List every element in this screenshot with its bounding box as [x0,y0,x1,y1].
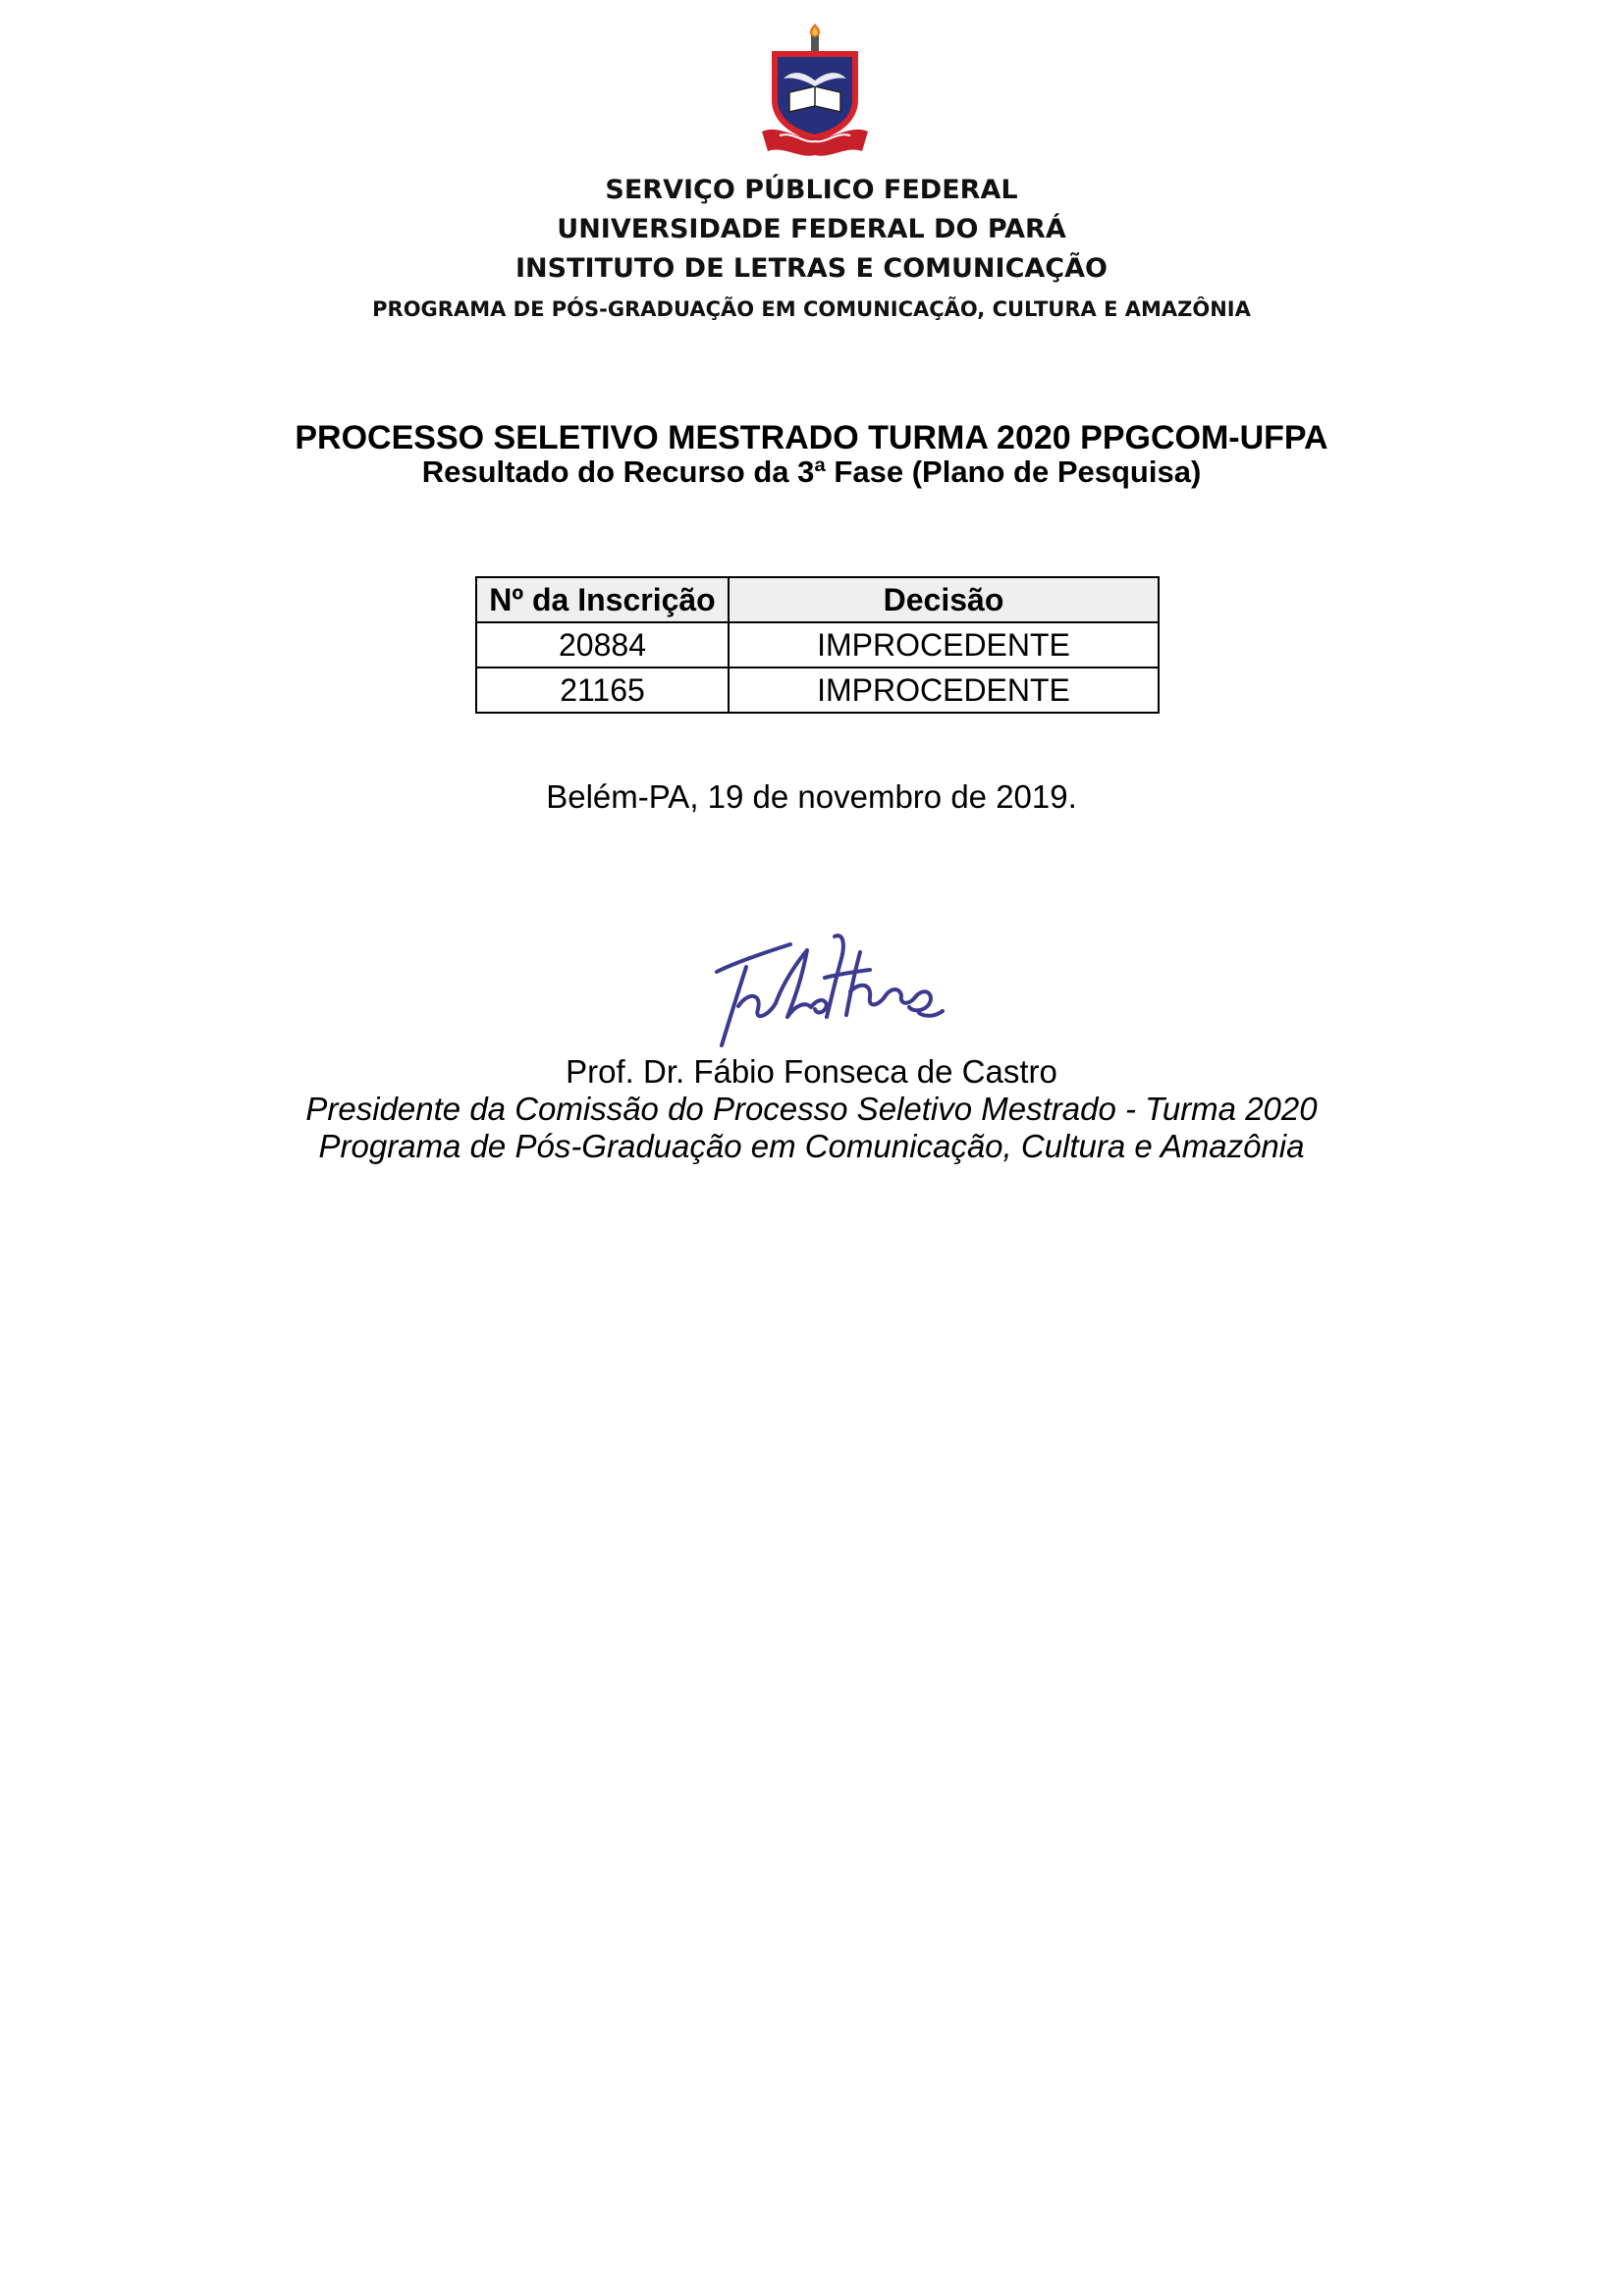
results-table [475,576,1160,714]
signer-name: Prof. Dr. Fábio Fonseca de Castro [566,1053,1057,1090]
handwritten-signature [677,923,962,1055]
header-line-institute: INSTITUTO DE LETRAS E COMUNICAÇÃO [515,253,1108,284]
header-line-federal-service: SERVIÇO PÚBLICO FEDERAL [605,175,1018,205]
header-line-program: PROGRAMA DE PÓS-GRADUAÇÃO EM COMUNICAÇÃO, CULTURA E AMAZÔNIA [372,297,1251,321]
university-logo [760,22,870,165]
decision-cell: IMPROCEDENTE [729,667,1159,713]
registration-number-cell: 21165 [476,667,729,713]
signer-role: Presidente da Comissão do Processo Seletivo Mestrado - Turma 2020 [305,1091,1318,1127]
column-header-registration: Nº da Inscrição [476,577,729,622]
institution-header [0,171,1623,328]
document-subtitle: Resultado do Recurso da 3ª Fase (Plano de Pesquisa) [421,454,1202,489]
document-title: PROCESSO SELETIVO MESTRADO TURMA 2020 PPGCOM-UFPA [295,419,1328,456]
signer-block [0,1053,1623,1165]
torch-icon [810,24,821,53]
document-title-block [0,420,1623,488]
header-line-university: UNIVERSIDADE FEDERAL DO PARÁ [557,214,1066,244]
table-header-row [476,577,1159,622]
column-header-decision: Decisão [729,577,1159,622]
place-and-date: Belém-PA, 19 de novembro de 2019. [546,778,1077,815]
table-row [476,622,1159,667]
registration-number-cell: 20884 [476,622,729,667]
table-row [476,667,1159,713]
decision-cell: IMPROCEDENTE [729,622,1159,667]
signer-program: Programa de Pós-Graduação em Comunicação, Cultura e Amazônia [318,1128,1305,1164]
